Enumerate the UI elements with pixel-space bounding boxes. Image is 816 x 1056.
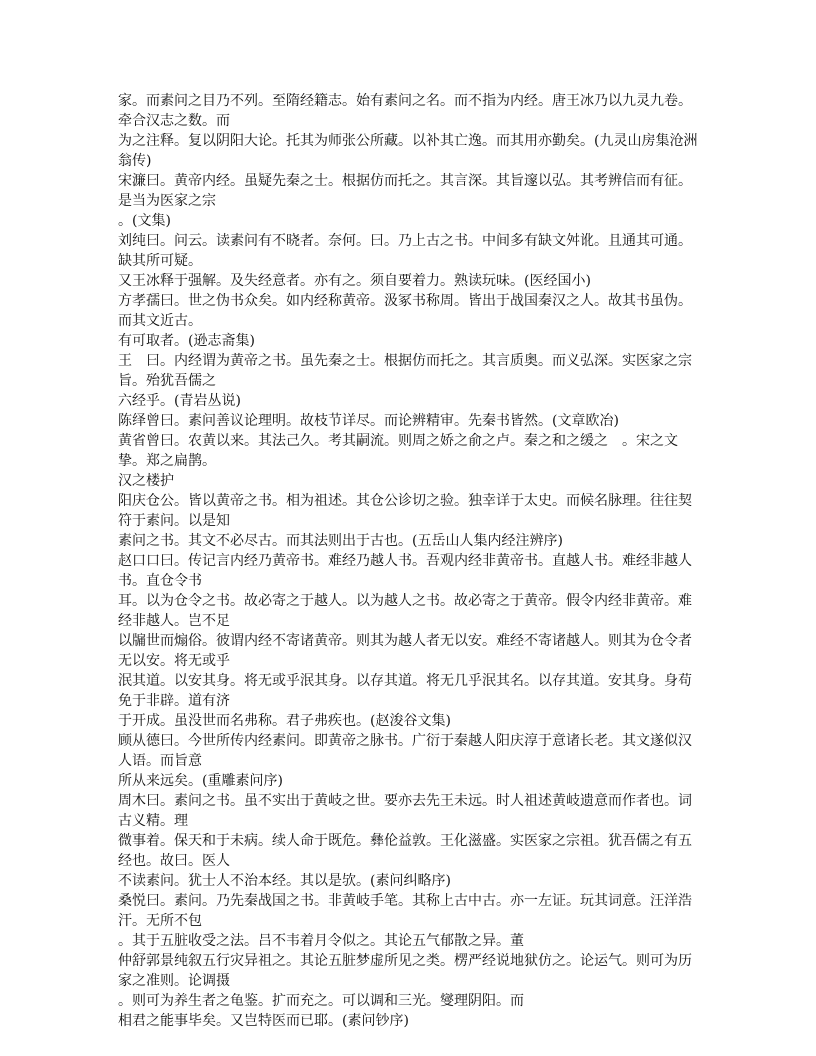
paragraph: 。则可为养生者之龟鉴。扩而充之。可以调和三光。燮理阴阳。而 — [118, 993, 524, 1009]
paragraph: 周木曰。素问之书。虽不实出于黄岐之世。要亦去先王未远。时人祖述黄岐遗意而作者也。词古义精。理 — [118, 793, 692, 829]
paragraph: 陈绎曾曰。素问善议论理明。故枝节详尽。而论辨精审。先秦书皆然。(文章欧冶) — [118, 413, 619, 429]
paragraph: 不读素问。犹士人不治本经。其以是欤。(素问纠略序) — [118, 873, 451, 889]
paragraph: 六经乎。(青岩丛说) — [118, 393, 241, 409]
paragraph: 方孝孺曰。世之伪书众矣。如内经称黄帝。汲冢书称周。皆出于战国秦汉之人。故其书虽伪。而其文近古。 — [118, 293, 692, 329]
document-page — [118, 91, 702, 1031]
paragraph: 阳庆仓公。皆以黄帝之书。相为祖述。其仓公诊切之验。独幸详于太史。而候名脉理。往往契符于素问。以是知 — [118, 493, 692, 529]
paragraph: 刘纯曰。问云。读素问有不晓者。奈何。曰。乃上古之书。中间多有缺文舛讹。且通其可通。缺其所可疑。 — [118, 233, 692, 269]
paragraph: 顾从德曰。今世所传内经素问。即黄帝之脉书。广衍于秦越人阳庆淳于意诸长老。其文遂似汉人语。而旨意 — [118, 733, 692, 769]
paragraph: 又王冰释于强解。及失经意者。亦有之。须自要着力。熟读玩味。(医经国小) — [118, 273, 591, 289]
paragraph: 宋濂曰。黄帝内经。虽疑先秦之士。根据仿而托之。其言深。其旨邃以弘。其考辨信而有征。是当为医家之宗 — [118, 173, 692, 209]
paragraph: 赵口口曰。传记言内经乃黄帝书。难经乃越人书。吾观内经非黄帝书。直越人书。难经非越人书。直仓令书 — [118, 553, 692, 589]
paragraph: 所从来远矣。(重雕素问序) — [118, 773, 283, 789]
paragraph: 微事着。保天和于未病。续人命于既危。彝伦益敦。王化滋盛。实医家之宗祖。犹吾儒之有五经也。故曰。医人 — [118, 833, 692, 869]
paragraph: 以牖世而煽俗。彼谓内经不寄诸黄帝。则其为越人者无以安。难经不寄诸越人。则其为仓令者无以安。将无或乎 — [118, 633, 692, 669]
paragraph: 黄省曾曰。农黄以来。其法己久。考其嗣流。则周之娇之俞之卢。秦之和之缓之 。宋之文挚。郑之扁鹊。 — [118, 433, 678, 469]
paragraph: 仲舒郭景纯叙五行灾异祖之。其论五脏梦虚所见之类。楞严经说地狱仿之。论运气。则可为历家之准则。论调摄 — [118, 953, 692, 989]
paragraph: 耳。以为仓令之书。故必寄之于越人。以为越人之书。故必寄之于黄帝。假令内经非黄帝。难经非越人。岂不足 — [118, 593, 692, 629]
paragraph: 相君之能事毕矣。又岂特医而已耶。(素问钞序) — [118, 1013, 409, 1029]
paragraph: 为之注释。复以阴阳大论。托其为师张公所藏。以补其亡逸。而其用亦勤矣。(九灵山房集沧洲翁传) — [118, 133, 698, 169]
paragraph: 王 曰。内经谓为黄帝之书。虽先秦之士。根据仿而托之。其言质奥。而义弘深。实医家之宗旨。殆犹吾儒之 — [118, 353, 692, 389]
paragraph: 素问之书。其文不必尽古。而其法则出于古也。(五岳山人集内经注辨序) — [118, 533, 563, 549]
paragraph: 桑悦曰。素问。乃先秦战国之书。非黄岐手笔。其称上古中古。亦一左证。玩其词意。汪洋浩汗。无所不包 — [118, 893, 692, 929]
paragraph: 。(文集) — [118, 213, 171, 229]
paragraph: 于开成。虽没世而名弗称。君子弗疾也。(赵浚谷文集) — [118, 713, 451, 729]
paragraph: 家。而素问之目乃不列。至隋经籍志。始有素问之名。而不指为内经。唐王冰乃以九灵九卷。牵合汉志之数。而 — [118, 93, 692, 129]
paragraph: 泯其道。以安其身。将无或乎泯其身。以存其道。将无几乎泯其名。以存其道。安其身。身苟免于非辟。道有济 — [118, 673, 692, 709]
paragraph: 汉之楼护 — [118, 473, 174, 489]
paragraph: 有可取者。(逊志斋集) — [118, 333, 255, 349]
paragraph: 。其于五脏收受之法。吕不韦着月令似之。其论五气郁散之异。董 — [118, 933, 524, 949]
